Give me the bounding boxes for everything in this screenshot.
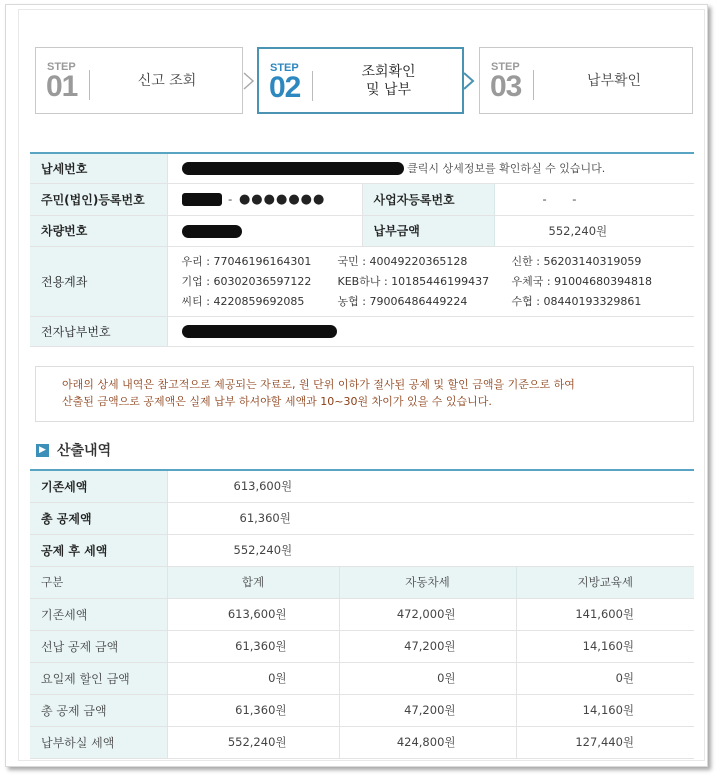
summary-label: 공제 후 세액 (30, 534, 167, 566)
account-cell (167, 246, 694, 316)
row-label: 요일제 할인 금액 (30, 662, 167, 694)
step-1-number: 01 (46, 70, 78, 103)
step-2-label (315, 49, 462, 112)
resident-cell (167, 183, 362, 215)
account-item: 우체국 : 91004680394818 (511, 275, 653, 288)
section-bullet-icon: ▶ (36, 444, 49, 457)
account-item: 우리 : 77046196164301 (181, 255, 312, 268)
cell-car-tax: 472,000원 (339, 598, 516, 630)
tax-no-hint: 클릭시 상세정보를 확인하실 수 있습니다. (407, 162, 606, 176)
epay-no-redacted (182, 325, 337, 338)
cell-edu-tax: 14,160원 (516, 694, 694, 726)
pay-amount-value: 552,240원 (494, 215, 694, 246)
car-no-label: 차량번호 (30, 215, 167, 246)
row-epay (30, 316, 694, 346)
cell-edu-tax: 0원 (516, 662, 694, 694)
col-header-car-tax: 자동차세 (339, 566, 516, 598)
table-row (30, 662, 694, 694)
biz-no-label: 사업자등록번호 (362, 183, 494, 215)
step-1-word: STEP (47, 61, 76, 73)
col-header-total: 합계 (167, 566, 339, 598)
col-header-category: 구분 (30, 566, 167, 598)
cell-edu-tax: 127,440원 (516, 726, 694, 758)
notice-line-2: 산출된 금액으로 공제액은 실제 납부 하셔야할 세액과 10~30원 차이가 있을 수 있습니다. (62, 395, 492, 408)
step-3-divider (533, 70, 534, 100)
step-1-divider (89, 70, 90, 100)
biz-no-value: - - (494, 183, 694, 215)
step-3-number: 03 (490, 70, 522, 103)
cell-car-tax: 47,200원 (339, 694, 516, 726)
epay-no-label: 전자납부번호 (30, 316, 167, 346)
cell-total: 61,360원 (167, 694, 339, 726)
account-item: 신한 : 56203140319059 (511, 255, 642, 268)
step-2 (257, 47, 464, 114)
table-row (30, 598, 694, 630)
detail-header-row (30, 566, 694, 598)
account-item: 기업 : 60302036597122 (181, 275, 312, 288)
resident-masked: ●●●●●●● (238, 191, 326, 207)
account-item: 농협 : 79006486449224 (337, 295, 468, 308)
step-1 (35, 47, 243, 114)
table-row (30, 630, 694, 662)
account-item: 수협 : 08440193329861 (511, 295, 642, 308)
row-label: 납부하실 세액 (30, 726, 167, 758)
payment-info-table (30, 152, 694, 347)
row-resident (30, 183, 694, 215)
col-header-edu-tax: 지방교육세 (516, 566, 694, 598)
summary-value: 61,360원 (167, 502, 694, 534)
step-2-word: STEP (270, 62, 299, 74)
summary-row (30, 534, 694, 566)
cell-total: 61,360원 (167, 630, 339, 662)
resident-label: 주민(법인)등록번호 (30, 183, 167, 215)
cell-total: 552,240원 (167, 726, 339, 758)
row-label: 선납 공제 금액 (30, 630, 167, 662)
section-title-text: 산출내역 (57, 443, 112, 459)
step-arrow-active-icon (462, 71, 476, 91)
step-2-divider (312, 71, 313, 101)
step-2-label-line1: 조회확인 (361, 63, 416, 80)
summary-row (30, 470, 694, 502)
cell-edu-tax: 141,600원 (516, 598, 694, 630)
account-item: 씨티 : 4220859692085 (181, 295, 305, 308)
step-3-word: STEP (491, 61, 520, 73)
summary-label: 기존세액 (30, 470, 167, 502)
account-list (182, 253, 695, 309)
row-tax-no (30, 153, 694, 183)
calculation-table (30, 469, 694, 759)
account-item: 국민 : 40049220365128 (337, 255, 468, 268)
step-1-label: 신고 조회 (137, 72, 197, 89)
pay-amount-label: 납부금액 (362, 215, 494, 246)
step-2-number: 02 (269, 71, 301, 104)
account-label: 전용계좌 (30, 246, 167, 316)
row-label: 총 공제 금액 (30, 694, 167, 726)
table-row (30, 694, 694, 726)
step-2-label-line2: 및 납부 (365, 81, 411, 98)
table-row (30, 726, 694, 758)
notice-line-1: 아래의 상세 내역은 참고적으로 제공되는 자료로, 원 단위 이하가 절사된 공제 및 할인 금액을 기준으로 하여 (62, 378, 575, 391)
cell-car-tax: 0원 (339, 662, 516, 694)
tax-no-redacted[interactable] (182, 162, 404, 175)
car-no-cell (167, 215, 362, 246)
row-label: 기존세액 (30, 598, 167, 630)
epay-no-cell (167, 316, 694, 346)
cell-edu-tax: 14,160원 (516, 630, 694, 662)
step-arrow-icon (242, 71, 256, 91)
car-no-redacted (182, 225, 242, 238)
step-3-label: 납부확인 (586, 72, 642, 89)
notice-box (35, 366, 694, 422)
tax-no-cell[interactable] (167, 153, 694, 183)
summary-label: 총 공제액 (30, 502, 167, 534)
cell-total: 0원 (167, 662, 339, 694)
resident-redacted (182, 193, 222, 206)
resident-dash: - (228, 191, 233, 206)
row-accounts (30, 246, 694, 316)
cell-total: 613,600원 (167, 598, 339, 630)
section-title (36, 440, 111, 460)
account-item: KEB하나 : 10185446199437 (337, 275, 490, 288)
tax-no-label: 납세번호 (30, 153, 167, 183)
row-car (30, 215, 694, 246)
summary-value: 552,240원 (167, 534, 694, 566)
summary-row (30, 502, 694, 534)
summary-value: 613,600원 (167, 470, 694, 502)
step-3 (479, 47, 693, 114)
cell-car-tax: 47,200원 (339, 630, 516, 662)
cell-car-tax: 424,800원 (339, 726, 516, 758)
